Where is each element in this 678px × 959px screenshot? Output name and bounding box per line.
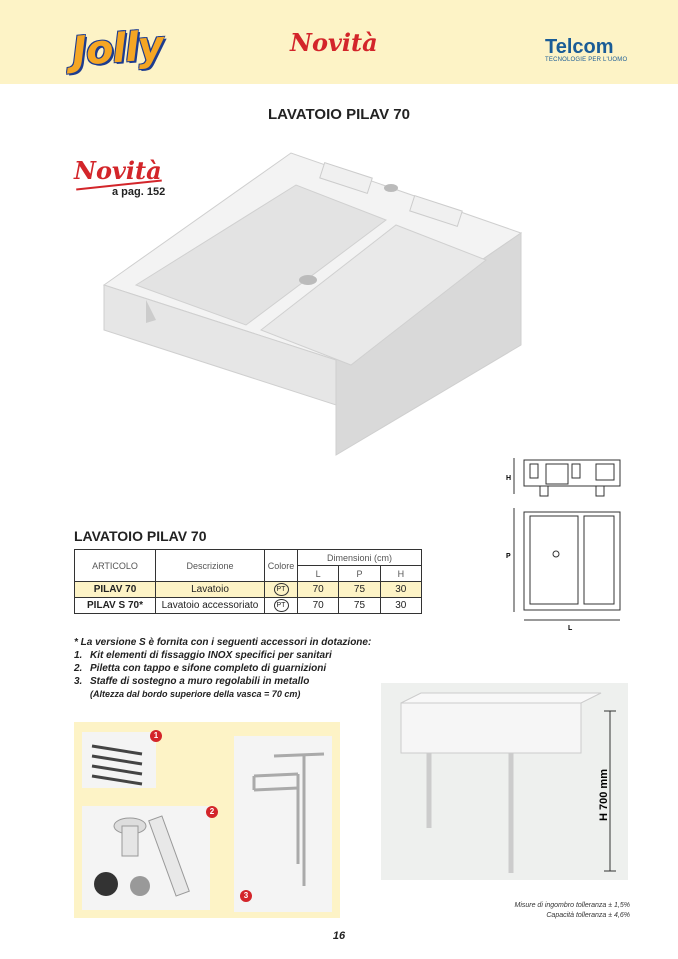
installed-sink-icon xyxy=(381,683,628,880)
page-header xyxy=(0,0,678,84)
accessory-notes xyxy=(74,636,371,701)
badge-2: 2 xyxy=(206,806,218,818)
col-l: L xyxy=(298,566,339,582)
screws-icon xyxy=(82,732,156,788)
note-item: 2. Piletta con tappo e sifone completo di guarnizioni xyxy=(74,663,327,674)
dim-p-label: P xyxy=(506,553,511,560)
note-item: 3. Staffe di sostegno a muro regolabili in metallo xyxy=(74,676,310,687)
cell-l: 70 xyxy=(298,598,339,614)
jolly-logo: Jolly xyxy=(70,22,165,76)
brackets-icon xyxy=(234,736,332,912)
section-title: LAVATOIO PILAV 70 xyxy=(74,528,207,544)
cell-p: 75 xyxy=(339,582,380,598)
table-row xyxy=(75,598,422,614)
installation-photo xyxy=(381,683,628,880)
drain-icon xyxy=(82,806,210,910)
color-pt-icon: PT xyxy=(274,599,289,612)
notes-intro: * La versione S è fornita con i seguenti accessori in dotazione: xyxy=(74,637,372,648)
cell-articolo: PILAV S 70* xyxy=(75,598,156,614)
product-table xyxy=(74,549,422,614)
drain-kit-photo xyxy=(82,806,210,910)
header-novita: Novità xyxy=(290,28,378,57)
col-p: P xyxy=(339,566,380,582)
dim-l-label: L xyxy=(568,625,573,632)
col-descrizione: Descrizione xyxy=(156,550,265,582)
fixing-kit-photo xyxy=(82,732,156,788)
accessories-panel xyxy=(74,722,340,918)
sink-product-image xyxy=(96,145,526,465)
brackets-photo xyxy=(234,736,332,912)
cell-colore xyxy=(265,582,298,598)
cell-p: 75 xyxy=(339,598,380,614)
dim-h-label: H xyxy=(506,475,512,482)
tolerance-note xyxy=(514,901,630,921)
col-h: H xyxy=(380,566,421,582)
cell-descrizione: Lavatoio accessoriato xyxy=(156,598,265,614)
install-height-label: H 700 mm xyxy=(598,769,610,821)
badge-3: 3 xyxy=(240,890,252,902)
note-item: 1. Kit elementi di fissaggio INOX specifici per sanitari xyxy=(74,650,332,661)
technical-diagram xyxy=(500,452,630,634)
cell-articolo: PILAV 70 xyxy=(75,582,156,598)
telcom-logo: Telcom xyxy=(545,36,614,58)
table-row xyxy=(75,582,422,598)
cell-l: 70 xyxy=(298,582,339,598)
col-colore: Colore xyxy=(265,550,298,582)
novita-badge: Novità xyxy=(74,156,162,185)
cell-h: 30 xyxy=(380,598,421,614)
tolerance-line: Capacità tolleranza ± 4,6% xyxy=(546,912,630,919)
page-number: 16 xyxy=(332,930,346,942)
cell-colore xyxy=(265,598,298,614)
cell-descrizione: Lavatoio xyxy=(156,582,265,598)
page-reference: a pag. 152 xyxy=(112,186,166,198)
telcom-tagline: TECNOLOGIE PER L'UOMO xyxy=(545,57,628,63)
cell-h: 30 xyxy=(380,582,421,598)
col-dimensioni: Dimensioni (cm) xyxy=(298,550,422,566)
tolerance-line: Misure di ingombro tolleranza ± 1,5% xyxy=(514,902,630,909)
color-pt-icon: PT xyxy=(274,583,289,596)
badge-1: 1 xyxy=(150,730,162,742)
page-title: LAVATOIO PILAV 70 xyxy=(268,106,410,123)
notes-sub: (Altezza dal bordo superiore della vasca = 70 cm) xyxy=(90,689,301,699)
col-articolo: ARTICOLO xyxy=(75,550,156,582)
